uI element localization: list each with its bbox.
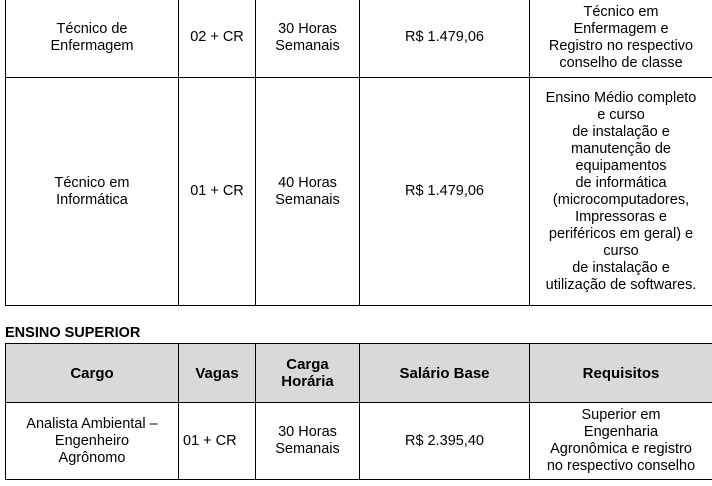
requisitos-cell: Superior em Engenharia Agronômica e registro no respectivo conselho <box>530 403 712 480</box>
salario-cell: R$ 2.395,40 <box>360 403 530 480</box>
header-salario: Salário Base <box>360 344 530 403</box>
cargo-cell: Analista Ambiental – Engenheiro Agrônomo <box>6 403 179 480</box>
cargo-cell: Técnico em Informática <box>6 78 179 306</box>
requisitos-cell: Técnico em Enfermagem e Registro no respectivo conselho de classe <box>530 0 712 78</box>
job-table-continued <box>5 0 712 306</box>
header-carga: Carga Horária <box>256 344 360 403</box>
table-row <box>6 0 712 78</box>
table-row <box>6 403 712 480</box>
header-cargo: Cargo <box>6 344 179 403</box>
salario-cell: R$ 1.479,06 <box>360 0 530 78</box>
table-row <box>6 78 712 306</box>
ensino-superior-table <box>5 343 712 480</box>
carga-cell: 30 Horas Semanais <box>256 0 360 78</box>
cargo-cell: Técnico de Enfermagem <box>6 0 179 78</box>
carga-cell: 40 Horas Semanais <box>256 78 360 306</box>
carga-cell: 30 Horas Semanais <box>256 403 360 480</box>
header-vagas: Vagas <box>179 344 256 403</box>
vagas-cell: 01 + CR <box>179 403 256 480</box>
requisitos-cell: Ensino Médio completo e curso de instalação e manutenção de equipamentos de informática (microcomputadores, Impressoras e periféricos em geral) e curso de instalação e utilização de softwares. <box>530 78 712 306</box>
section-title: ENSINO SUPERIOR <box>5 325 141 341</box>
header-requisitos: Requisitos <box>530 344 712 403</box>
vagas-cell: 01 + CR <box>179 78 256 306</box>
header-row <box>6 344 712 403</box>
vagas-cell: 02 + CR <box>179 0 256 78</box>
salario-cell: R$ 1.479,06 <box>360 78 530 306</box>
